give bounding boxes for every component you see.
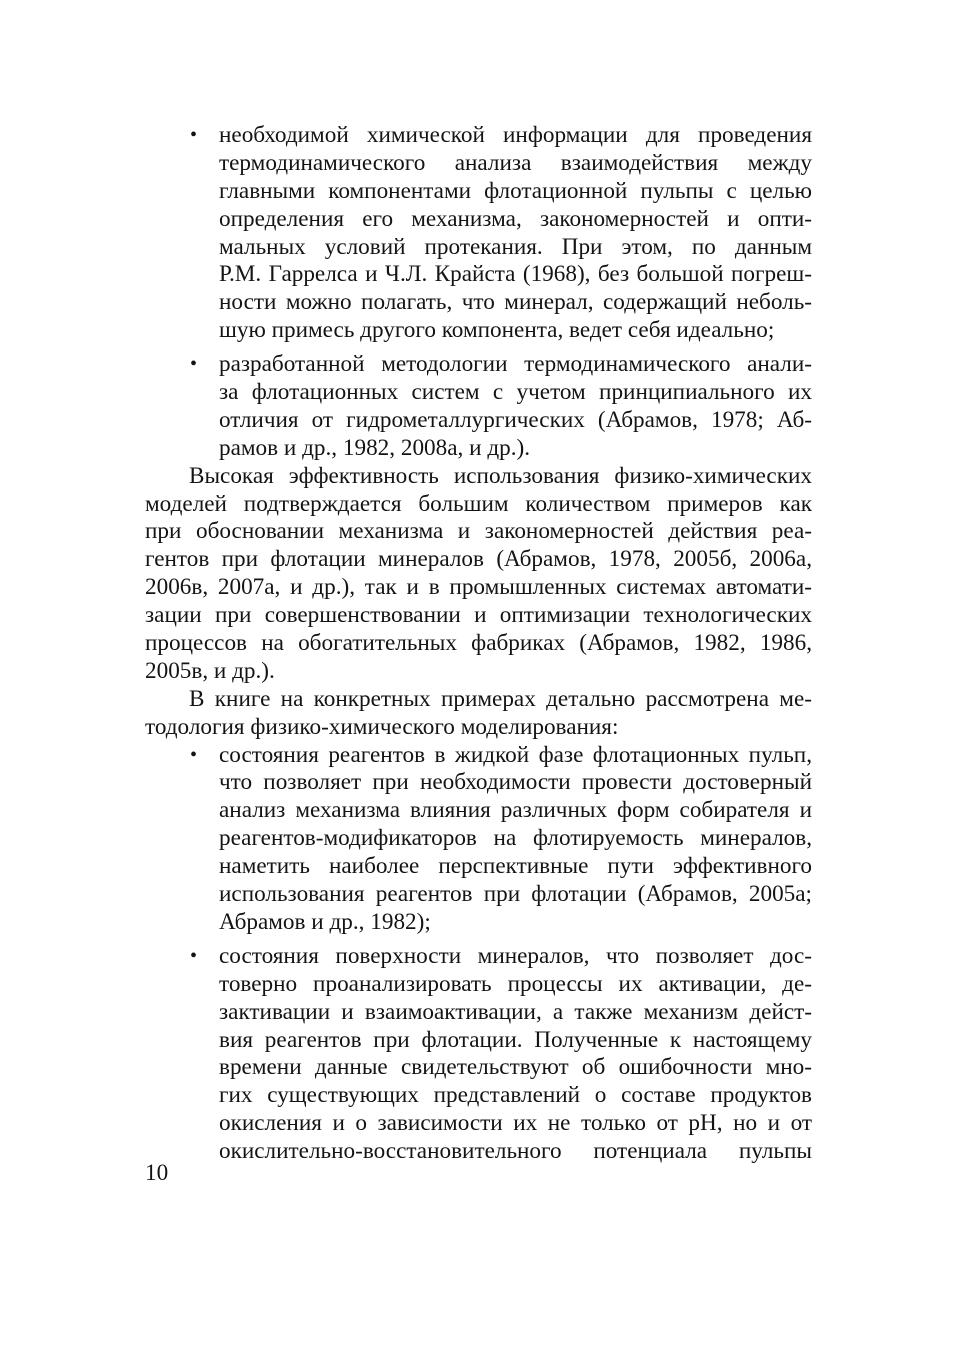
- text-line: товерно проанализировать процессы их активации, де-: [219, 970, 812, 997]
- text-line: необходимой химической информации для проведения: [219, 122, 812, 148]
- text-line: разработанной методологии термодинамического анали-: [219, 351, 812, 378]
- text-line: за флотационных систем с учетом принципиального их: [219, 379, 812, 406]
- text-line: зактивации и взаимоактивации, а также механизм дейст-: [219, 998, 812, 1025]
- text-line: анализ механизма влияния различных форм собирателя и: [219, 797, 812, 824]
- text-line: 2005в, и др.).: [145, 657, 275, 684]
- text-line: шую примесь другого компонента, ведет себя идеально;: [219, 317, 775, 344]
- text-line: гих существующих представлений о составе продуктов: [219, 1082, 812, 1109]
- text-line: Абрамов и др., 1982);: [219, 908, 431, 935]
- bullet-icon: •: [190, 124, 198, 146]
- text-line: мальных условий протекания. При этом, по данным: [219, 233, 812, 260]
- text-line: окислительно-восстановительного потенциала пульпы: [219, 1138, 812, 1165]
- text-line: окисления и о зависимости их не только от рН, но и от: [219, 1110, 812, 1137]
- text-line: гентов при флотации минералов (Абрамов, 1978, 2005б, 2006а,: [145, 546, 812, 573]
- paragraph: [145, 686, 812, 742]
- bullet-icon: •: [190, 944, 198, 967]
- text-line: В книге на конкретных примерах детально рассмотрена ме-: [189, 685, 812, 712]
- text-line: вия реагентов при флотации. Полученные к настоящему: [219, 1026, 812, 1053]
- page-body: [145, 122, 812, 1166]
- text-line: процессов на обогатительных фабриках (Абрамов, 1982, 1986,: [145, 630, 812, 657]
- text-line: времени данные свидетельствуют об ошибочности мно-: [219, 1054, 812, 1081]
- text-line: Р.М. Гаррелса и Ч.Л. Крайста (1968), без большой погреш-: [219, 261, 812, 288]
- bullet-icon: •: [190, 743, 198, 766]
- text-line: определения его механизма, закономерностей и опти-: [219, 205, 812, 232]
- text-line: использования реагентов при флотации (Абрамов, 2005а;: [219, 881, 812, 908]
- text-line: состояния поверхности минералов, что позволяет дос-: [219, 942, 812, 969]
- list-item: [145, 351, 812, 463]
- text-line: моделей подтверждается большим количеством примеров как: [145, 490, 812, 517]
- text-line: отличия от гидрометаллургических (Абрамов, 1978; Аб-: [219, 406, 812, 433]
- bullet-icon: •: [190, 353, 198, 376]
- text-line: что позволяет при необходимости провести достоверный: [219, 769, 812, 796]
- list-item: [145, 943, 812, 1166]
- text-line: термодинамического анализа взаимодействия между: [219, 149, 812, 176]
- text-line: реагентов-модификаторов на флотируемость минералов,: [219, 825, 812, 852]
- text-line: тодология физико-химического моделирования:: [145, 713, 619, 740]
- text-line: ности можно полагать, что минерал, содержащий неболь-: [219, 289, 812, 316]
- page-number: 10: [145, 1160, 169, 1186]
- text-line: рамов и др., 1982, 2008а, и др.).: [219, 434, 531, 461]
- text-line: зации при совершенствовании и оптимизации технологических: [145, 602, 812, 629]
- text-line: главными компонентами флотационной пульпы с целью: [219, 177, 812, 204]
- text-line: наметить наиболее перспективные пути эффективного: [219, 853, 812, 880]
- list-item: [145, 742, 812, 937]
- text-line: Высокая эффективность использования физико-химических: [189, 462, 812, 489]
- paragraph: [145, 463, 812, 686]
- text-line: состояния реагентов в жидкой фазе флотационных пульп,: [219, 741, 812, 768]
- text-line: при обосновании механизма и закономерностей действия реа-: [145, 518, 812, 545]
- list-item: [145, 122, 812, 345]
- text-line: 2006в, 2007а, и др.), так и в промышленных системах автомати-: [145, 574, 812, 601]
